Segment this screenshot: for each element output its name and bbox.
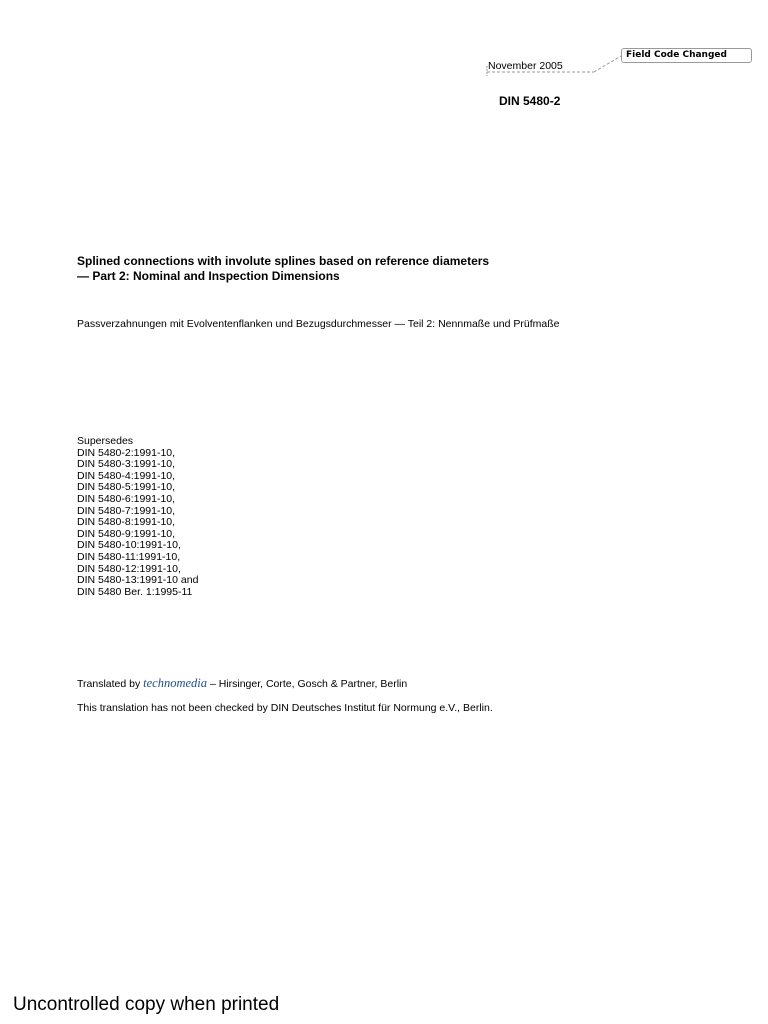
document-title bbox=[77, 254, 489, 283]
title-line-1: Splined connections with involute splines based on reference diameters bbox=[77, 254, 490, 268]
supersedes-item: DIN 5480-10:1991-10, bbox=[77, 539, 181, 552]
supersedes-item: DIN 5480-4:1991-10, bbox=[77, 469, 176, 482]
comment-leader bbox=[594, 56, 621, 72]
title-line-2: — Part 2: Nominal and Inspection Dimensions bbox=[77, 268, 340, 283]
technomedia-logo-text: technomedia bbox=[143, 676, 208, 690]
translation-suffix: – Hirsinger, Corte, Gosch & Partner, Berlin bbox=[207, 678, 408, 690]
supersedes-item: DIN 5480-5:1991-10, bbox=[77, 481, 176, 494]
supersedes-item: DIN 5480-9:1991-10, bbox=[77, 527, 176, 540]
supersedes-item: DIN 5480-13:1991-10 and bbox=[77, 574, 199, 587]
translation-disclaimer: This translation has not been checked by DIN Deutsches Institut für Normung e.V., Berlin. bbox=[77, 702, 493, 714]
uncontrolled-copy-footer: Uncontrolled copy when printed bbox=[13, 994, 280, 1015]
supersedes-item: DIN 5480-12:1991-10, bbox=[77, 562, 181, 575]
translation-prefix: Translated by bbox=[77, 678, 144, 690]
german-title: Passverzahnungen mit Evolventenflanken und Bezugsdurchmesser — Teil 2: Nennmaße und Prüfmaße bbox=[77, 318, 560, 330]
document-number: DIN 5480-2 bbox=[499, 94, 561, 108]
supersedes-item: DIN 5480-11:1991-10, bbox=[77, 550, 181, 563]
supersedes-item: DIN 5480 Ber. 1:1995-11 bbox=[77, 585, 193, 598]
track-changes-comment[interactable]: Field Code Changed bbox=[621, 48, 752, 63]
supersedes-item: DIN 5480-7:1991-10, bbox=[77, 504, 176, 517]
document-date: November 2005 bbox=[488, 60, 563, 72]
supersedes-block bbox=[77, 436, 198, 598]
supersedes-item: DIN 5480-6:1991-10, bbox=[77, 492, 176, 505]
supersedes-heading: Supersedes bbox=[77, 435, 134, 447]
supersedes-item: DIN 5480-3:1991-10, bbox=[77, 458, 176, 471]
supersedes-item: DIN 5480-8:1991-10, bbox=[77, 516, 176, 529]
translation-credit bbox=[77, 676, 407, 691]
supersedes-item: DIN 5480-2:1991-10, bbox=[77, 446, 176, 459]
